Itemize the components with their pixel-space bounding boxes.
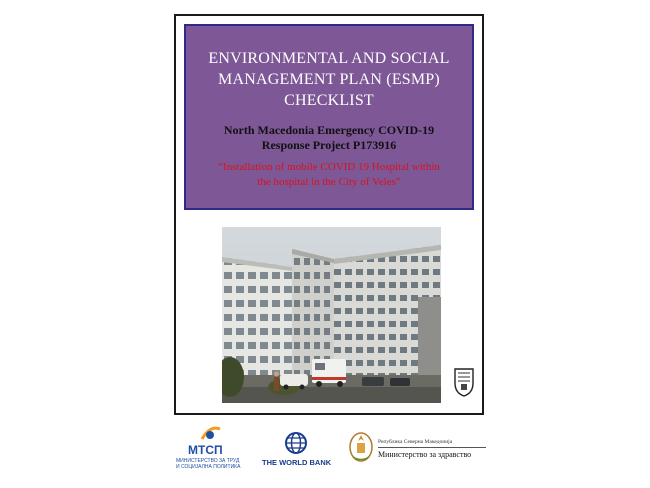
mtsp-abbr: МТСП [188,443,223,457]
subtitle-line: North Macedonia Emergency COVID-19 [223,123,435,137]
health-ministry-line1: Република Северна Македонија [378,439,453,445]
world-bank-logo [262,431,334,471]
mtsp-emblem-icon [198,423,222,445]
document-title [186,48,472,111]
mtsp-logo [176,423,246,471]
coat-of-arms-icon [453,367,475,397]
document-cover-page [174,14,484,415]
project-quote [186,160,472,190]
mtsp-line2: И СОЦИЈАЛНА ПОЛИТИКА [176,464,241,470]
emblem-icon [348,429,374,463]
world-bank-label: THE WORLD BANK [262,458,332,467]
project-subtitle [186,123,472,153]
hospital-building-photo [222,227,441,403]
title-line: ENVIRONMENTAL AND SOCIAL [208,50,450,67]
globe-icon [284,431,308,455]
quote-line: the hospital in the City of Veles” [257,176,401,188]
quote-line: “Installation of mobile COVID 19 Hospital within [218,161,440,173]
partner-logos-row [0,423,650,473]
divider [378,447,486,448]
subtitle-line: Response Project P173916 [261,138,397,152]
health-ministry-logo [348,429,488,469]
title-line: CHECKLIST [284,92,374,109]
mtsp-line1: МИНИСТЕРСТВО ЗА ТРУД [176,458,240,464]
health-ministry-line2: Министерство за здравство [378,450,472,459]
title-box [184,24,474,210]
title-line: MANAGEMENT PLAN (ESMP) [218,71,440,88]
